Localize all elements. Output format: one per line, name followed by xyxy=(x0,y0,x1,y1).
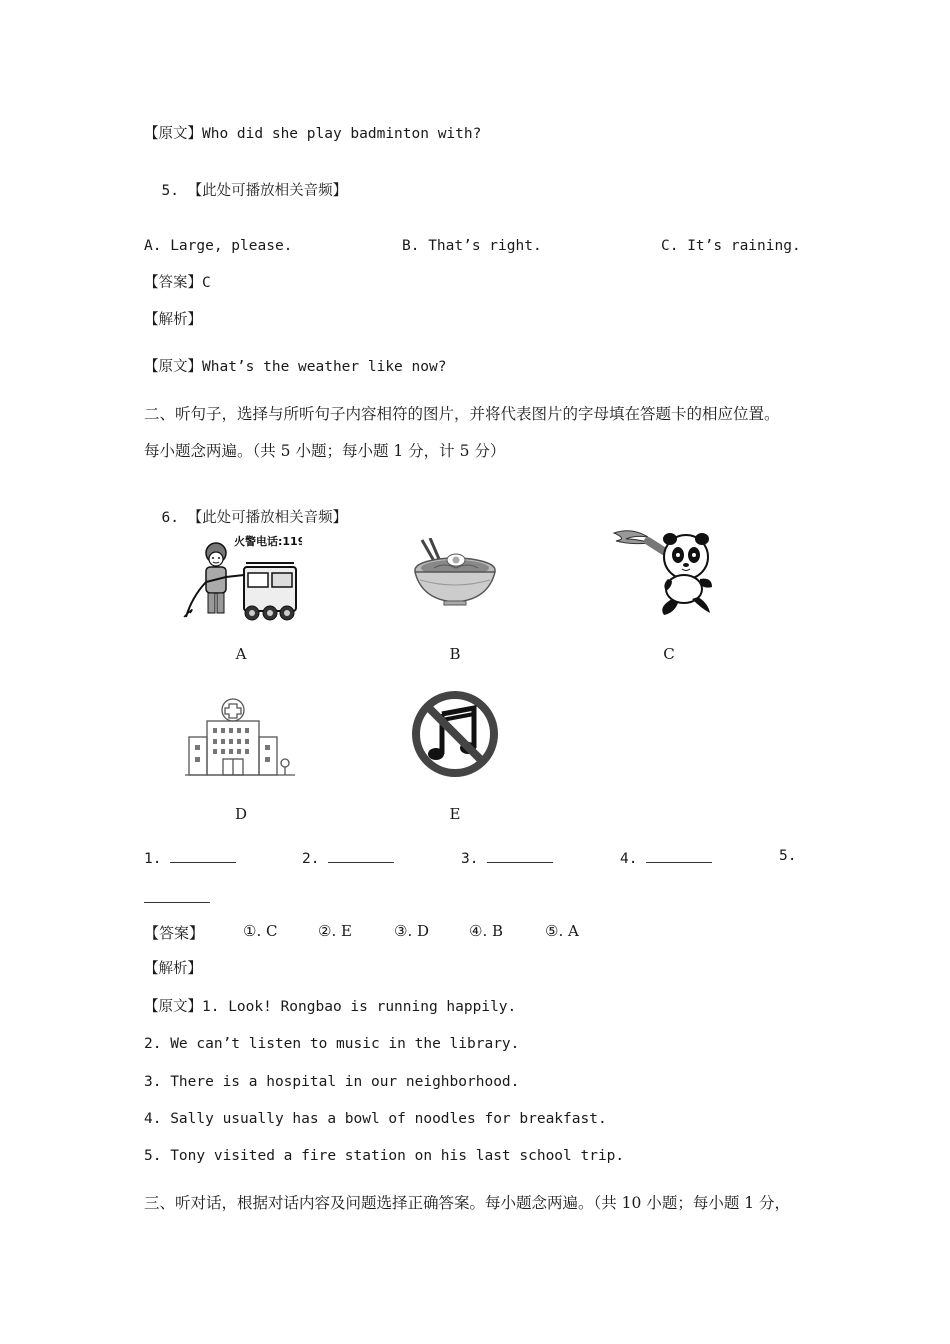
q6-answer-1: ①. C xyxy=(243,922,278,940)
q5-audio-link[interactable]: 【此处可播放相关音频】 xyxy=(187,183,348,199)
q5-transcript: 【原文】What’s the weather like now? xyxy=(144,359,447,375)
transcript-line-1: 【原文】1. Look! Rongbao is running happily. xyxy=(144,999,517,1015)
q5-number: 5. xyxy=(161,183,179,199)
q6-answer-label: 【答案】 xyxy=(144,924,205,942)
transcript-line-4: 4. Sally usually has a bowl of noodles for breakfast. xyxy=(144,1111,607,1127)
q6-header xyxy=(144,488,347,528)
q5-analysis: 【解析】 xyxy=(144,312,202,328)
blank-3[interactable]: 3. xyxy=(461,848,553,867)
section3-heading: 三、听对话，根据对话内容及问题选择正确答案。每小题念两遍。（共 10 小题；每小题 1 分， xyxy=(144,1194,791,1212)
transcript-line-5: 5. Tony visited a fire station on his last school trip. xyxy=(144,1148,625,1164)
no-music-icon xyxy=(410,690,500,778)
picture-c[interactable] xyxy=(612,527,720,619)
q6-number: 6. xyxy=(161,510,179,526)
q6-audio-link[interactable]: 【此处可播放相关音频】 xyxy=(187,510,348,526)
section2-heading-line2: 每小题念两遍。（共 5 小题；每小题 1 分，计 5 分） xyxy=(144,442,506,460)
picture-label-a: A xyxy=(235,645,247,663)
firefighter-icon xyxy=(182,527,302,622)
picture-b[interactable] xyxy=(412,538,498,608)
q6-answer-4: ④. B xyxy=(469,922,504,940)
hospital-icon xyxy=(185,693,297,779)
q5-option-a[interactable]: A. Large, please. xyxy=(144,238,293,254)
picture-label-d: D xyxy=(234,805,248,823)
q5-answer: 【答案】C xyxy=(144,275,211,291)
blank-1[interactable]: 1. xyxy=(144,848,236,867)
q5-option-b[interactable]: B. That’s right. xyxy=(402,238,542,254)
q6-answer-5: ⑤. A xyxy=(545,922,579,940)
q5-header xyxy=(144,161,347,201)
picture-d[interactable] xyxy=(185,693,297,779)
noodle-bowl-icon xyxy=(412,538,498,608)
blank-4[interactable]: 4. xyxy=(620,848,712,867)
fire-phone-caption: 火警电话:119 xyxy=(234,535,302,548)
blank-5[interactable] xyxy=(144,888,210,907)
picture-label-c: C xyxy=(663,645,675,663)
blank-2[interactable]: 2. xyxy=(302,848,394,867)
blank-5-number: 5. xyxy=(779,848,797,864)
picture-e[interactable] xyxy=(410,690,500,778)
picture-a[interactable] xyxy=(182,527,302,622)
picture-label-e: E xyxy=(449,805,461,823)
q4-transcript: 【原文】Who did she play badminton with? xyxy=(144,126,482,142)
transcript-line-3: 3. There is a hospital in our neighborhood. xyxy=(144,1074,520,1090)
section2-heading-line1: 二、听句子，选择与所听句子内容相符的图片，并将代表图片的字母填在答题卡的相应位置。 xyxy=(144,405,780,423)
panda-torch-icon xyxy=(612,527,720,619)
q5-option-c[interactable]: C. It’s raining. xyxy=(661,238,801,254)
q6-answer-2: ②. E xyxy=(318,922,352,940)
transcript-line-2: 2. We can’t listen to music in the library. xyxy=(144,1036,520,1052)
q6-answer-3: ③. D xyxy=(394,922,430,940)
picture-label-b: B xyxy=(449,645,461,663)
q6-analysis: 【解析】 xyxy=(144,961,202,977)
